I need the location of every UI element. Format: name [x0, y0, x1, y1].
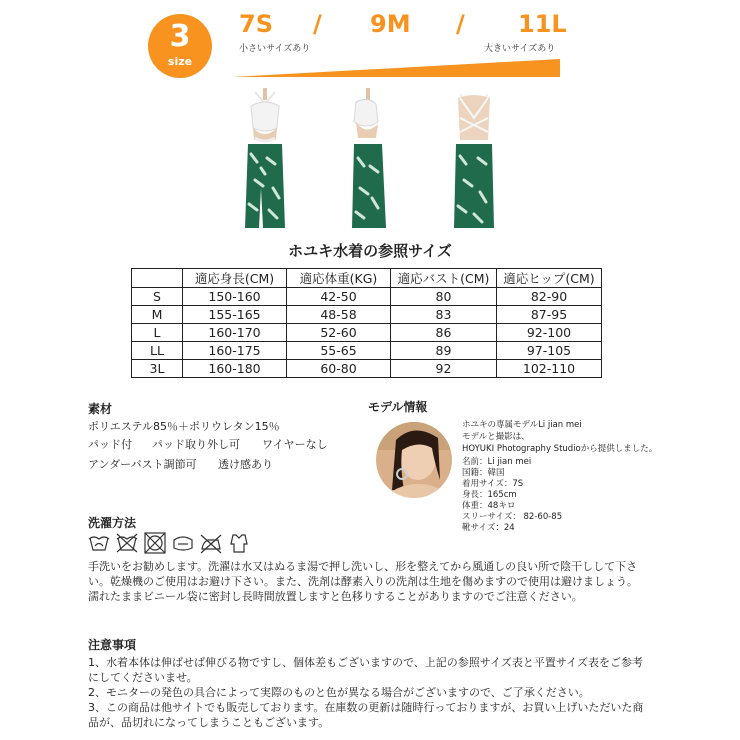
table-cell: 102-110: [497, 360, 602, 378]
table-header-cell: 適応バスト(CM): [391, 269, 497, 288]
no-iron-icon: [201, 535, 221, 553]
table-cell: 55-65: [287, 342, 391, 360]
note-item: 2、モニターの発色の具合によって実際のものと色が異なる場合がございますので、ご了承ください。: [88, 686, 590, 699]
size-table: [131, 268, 602, 378]
model-intro-line: モデルと撮影は、: [462, 432, 530, 442]
table-row: [132, 342, 602, 360]
feature-label: アンダーバスト調節可: [88, 458, 197, 471]
feature-label: パッド付: [88, 438, 132, 451]
no-bleach-icon: [117, 534, 137, 552]
dry-flat-icon: [174, 537, 192, 550]
size-separator: /: [313, 10, 322, 38]
table-header-cell: 適応身長(CM): [183, 269, 287, 288]
large-size-note: 大きいサイズあり: [484, 44, 556, 54]
feature-label: パッド取り外し可: [152, 438, 240, 451]
model-detail-weight: 体重：48キロ: [462, 501, 516, 511]
table-cell: 92: [391, 360, 497, 378]
table-cell: 83: [391, 306, 497, 324]
size-9m: 9M: [370, 10, 411, 38]
table-cell: 92-100: [497, 324, 602, 342]
size-count-number: 3: [169, 19, 191, 54]
no-tumble-dry-icon: [145, 533, 165, 553]
table-header-row: [132, 269, 602, 288]
feature-label: 透け感あり: [218, 458, 273, 471]
table-row: [132, 306, 602, 324]
model-detail-nationality: 国籍：韓国: [462, 468, 505, 478]
table-cell: 87-95: [497, 306, 602, 324]
washing-heading: 洗濯方法: [88, 516, 137, 530]
table-cell: 86: [391, 324, 497, 342]
care-icons: [88, 532, 248, 554]
table-row: [132, 324, 602, 342]
size-11l: 11L: [518, 10, 567, 38]
table-cell: 52-60: [287, 324, 391, 342]
note-item: 3、この商品は他サイトでも販売しております。在庫数の更新は随時行っておりますが、お買い上げいただいた商品が、品切れになってしまうこともございます。: [88, 701, 644, 729]
table-cell: S: [132, 288, 183, 306]
washing-instructions: 手洗いをお勧めします。洗濯は水又はぬるま湯で押し洗いし、形を整えてから風通しの良い所で陰干しして下さい。乾燥機のご使用はお避け下さい。また、洗剤は酵素入りの洗剤は生地を傷めますので使用は避けましょう。濡れたままビニール袋に密封し長時間放置しますと色移りすることがありますのでご注意ください。: [88, 560, 638, 603]
table-cell: 160-175: [183, 342, 287, 360]
table-cell: 3L: [132, 360, 183, 378]
material-composition: ポリエステル85％＋ポリウレタン15％: [88, 420, 280, 433]
table-cell: 80: [391, 288, 497, 306]
size-separator: /: [456, 10, 465, 38]
model-detail-size: 着用サイズ：7S: [462, 479, 524, 489]
table-cell: L: [132, 324, 183, 342]
table-cell: 97-105: [497, 342, 602, 360]
small-size-note: 小さいサイズあり: [239, 44, 311, 54]
table-header-cell: 適応ヒップ(CM): [497, 269, 602, 288]
model-detail-name: 名前：Li jian mei: [462, 457, 532, 467]
table-row: [132, 288, 602, 306]
notes-heading: 注意事項: [88, 638, 137, 652]
swimsuit-front-image: [233, 88, 297, 234]
model-detail-height: 身長：165cm: [462, 490, 517, 500]
feature-label: ワイヤーなし: [262, 438, 328, 451]
table-cell: 150-160: [183, 288, 287, 306]
model-detail-shoe-size: 靴サイズ：24: [462, 523, 515, 533]
size-7s: 7S: [239, 10, 273, 38]
size-count-label: size: [167, 55, 193, 68]
material-heading: 素材: [88, 402, 113, 416]
table-cell: 60-80: [287, 360, 391, 378]
table-cell: M: [132, 306, 183, 324]
model-intro-line: HOYUKI Photography Studioから提供しました。: [462, 444, 658, 454]
table-header-cell: 適応体重(KG): [287, 269, 391, 288]
table-cell: 89: [391, 342, 497, 360]
hand-wash-icon: [89, 537, 109, 550]
no-dry-clean-icon: [231, 535, 247, 552]
note-item: 1、水着本体は伸ばせば伸びる物ですし、個体差もございますので、上記の参照サイズ表と平置サイズ表をご参考にしてくださいませ。: [88, 656, 644, 684]
model-avatar: [374, 420, 454, 500]
table-header-cell: [132, 269, 183, 288]
model-heading: モデル情報: [368, 400, 428, 414]
table-cell: 160-170: [183, 324, 287, 342]
swimsuit-back-image: [440, 88, 510, 234]
table-cell: 48-58: [287, 306, 391, 324]
model-intro-line: ホユキの専属モデルLi jian mei: [462, 420, 582, 430]
size-ramp-bar: [232, 58, 562, 78]
table-cell: 160-180: [183, 360, 287, 378]
size-table-title: ホユキ水着の参照サイズ: [288, 242, 452, 260]
table-row: [132, 360, 602, 378]
model-detail-measurements: スリーサイズ： 82-60-85: [462, 512, 563, 522]
table-cell: 155-165: [183, 306, 287, 324]
table-cell: 82-90: [497, 288, 602, 306]
swimsuit-side-image: [336, 88, 406, 234]
table-cell: 42-50: [287, 288, 391, 306]
table-cell: LL: [132, 342, 183, 360]
